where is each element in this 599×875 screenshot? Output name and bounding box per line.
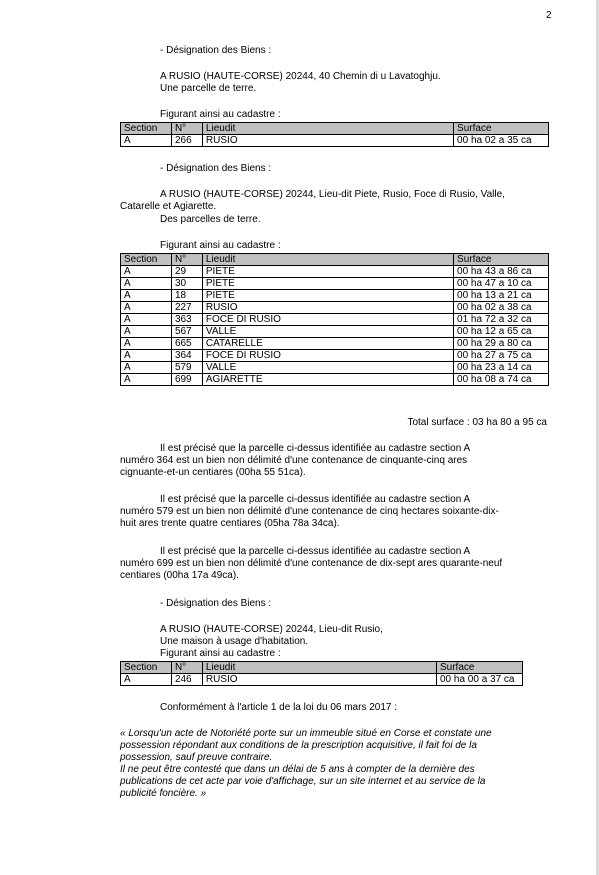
table-row: [121, 135, 549, 147]
cell-section: A: [121, 338, 172, 350]
cell-numero: 699: [171, 374, 202, 386]
designation-heading-2: - Désignation des Biens :: [160, 163, 272, 174]
table-row: [121, 290, 549, 302]
cell-surface: 00 ha 08 a 74 ca: [454, 374, 549, 386]
table-header-row: [121, 662, 523, 674]
cell-section: A: [121, 326, 172, 338]
cell-surface: 00 ha 23 a 14 ca: [454, 362, 549, 374]
cell-surface: 00 ha 43 a 86 ca: [454, 266, 549, 278]
header-numero: N°: [171, 662, 202, 674]
header-lieudit: Lieudit: [202, 254, 453, 266]
header-section: Section: [121, 123, 172, 135]
cell-lieudit: FOCE DI RUSIO: [202, 350, 453, 362]
cell-numero: 18: [171, 290, 202, 302]
header-surface: Surface: [454, 123, 549, 135]
cadastre-table-3: [120, 661, 523, 686]
header-section: Section: [121, 254, 172, 266]
cell-section: A: [121, 135, 172, 147]
description-2: Des parcelles de terre.: [160, 214, 261, 225]
table-header-row: [121, 123, 549, 135]
cell-section: A: [121, 314, 172, 326]
cell-numero: 30: [171, 278, 202, 290]
cell-lieudit: VALLE: [202, 326, 453, 338]
table-row: [121, 338, 549, 350]
cell-lieudit: PIETE: [202, 266, 453, 278]
cell-lieudit: AGIARETTE: [202, 374, 453, 386]
conformement-line: Conformément à l'article 1 de la loi du 06 mars 2017 :: [160, 702, 398, 713]
cell-numero: 246: [171, 674, 202, 686]
header-surface: Surface: [436, 662, 522, 674]
cell-section: A: [121, 674, 172, 686]
cell-section: A: [121, 278, 172, 290]
cell-numero: 567: [171, 326, 202, 338]
note-parcel-364: Il est précisé que la parcelle ci-dessus identifiée au cadastre section A numéro 364 est un bien non délimité d'une contenance de cinquante-cinq ares cignuante-et-un centiares (00ha 55 51ca).: [120, 443, 471, 478]
header-lieudit: Lieudit: [202, 123, 453, 135]
cell-numero: 29: [171, 266, 202, 278]
address-2-line2: Catarelle et Agiarette.: [120, 201, 217, 212]
cell-lieudit: RUSIO: [202, 674, 436, 686]
cell-numero: 363: [171, 314, 202, 326]
cell-lieudit: VALLE: [202, 362, 453, 374]
cell-numero: 227: [171, 302, 202, 314]
cell-section: A: [121, 302, 172, 314]
cell-surface: 00 ha 00 a 37 ca: [436, 674, 522, 686]
header-lieudit: Lieudit: [202, 662, 436, 674]
note-parcel-579: Il est précisé que la parcelle ci-dessus identifiée au cadastre section A numéro 579 est un bien non délimité d'une contenance de cinq hectares soixante-dix- huit ares trente quatre centiares (05ha 78a 34ca).: [120, 494, 499, 529]
cell-section: A: [121, 290, 172, 302]
header-numero: N°: [171, 254, 202, 266]
cell-surface: 00 ha 13 a 21 ca: [454, 290, 549, 302]
cell-lieudit: RUSIO: [202, 135, 453, 147]
cell-lieudit: FOCE DI RUSIO: [202, 314, 453, 326]
header-numero: N°: [171, 123, 202, 135]
table-row: [121, 278, 549, 290]
table-row: [121, 674, 523, 686]
legal-quote: « Lorsqu'un acte de Notoriété porte sur un immeuble situé en Corse et constate une possession répondant aux conditions de la prescription acquisitive, il fait foi de la possession, sauf preuve contraire. Il ne peut être contesté que dans un délai de 5 ans à compter de la dernière des publications de cet acte par voie d'affichage, sur un site internet et au service de la publicité foncière. »: [120, 728, 492, 799]
cell-surface: 00 ha 29 a 80 ca: [454, 338, 549, 350]
page-number: 2: [546, 10, 552, 21]
address-1: A RUSIO (HAUTE-CORSE) 20244, 40 Chemin di u Lavatoghju.: [160, 71, 441, 82]
header-section: Section: [121, 662, 172, 674]
cell-surface: 01 ha 72 a 32 ca: [454, 314, 549, 326]
table-row: [121, 362, 549, 374]
cadastre-table-2: [120, 253, 549, 386]
table-row: [121, 374, 549, 386]
table-row: [121, 326, 549, 338]
cadastre-table-1: [120, 122, 549, 147]
cell-lieudit: PIETE: [202, 278, 453, 290]
address-3: A RUSIO (HAUTE-CORSE) 20244, Lieu-dit Rusio,: [160, 624, 383, 635]
cell-numero: 579: [171, 362, 202, 374]
cell-surface: 00 ha 12 a 65 ca: [454, 326, 549, 338]
cell-numero: 665: [171, 338, 202, 350]
designation-heading-3: - Désignation des Biens :: [160, 598, 272, 609]
note-parcel-699: Il est précisé que la parcelle ci-dessus identifiée au cadastre section A numéro 699 est un bien non délimité d'une contenance de dix-sept ares quarante-neuf centiares (00ha 17a 49ca).: [120, 546, 503, 581]
cell-lieudit: PIETE: [202, 290, 453, 302]
cell-surface: 00 ha 47 a 10 ca: [454, 278, 549, 290]
table-row: [121, 302, 549, 314]
cell-lieudit: RUSIO: [202, 302, 453, 314]
cell-surface: 00 ha 02 a 35 ca: [454, 135, 549, 147]
description-3: Une maison à usage d'habitation.: [160, 636, 309, 647]
cell-section: A: [121, 350, 172, 362]
header-surface: Surface: [454, 254, 549, 266]
table-row: [121, 350, 549, 362]
cell-section: A: [121, 374, 172, 386]
cadastre-intro-3: Figurant ainsi au cadastre :: [160, 648, 281, 659]
cell-lieudit: CATARELLE: [202, 338, 453, 350]
description-1: Une parcelle de terre.: [160, 83, 257, 94]
cell-section: A: [121, 362, 172, 374]
total-surface: Total surface : 03 ha 80 a 95 ca: [407, 417, 547, 428]
table-row: [121, 266, 549, 278]
cell-numero: 266: [171, 135, 202, 147]
table-header-row: [121, 254, 549, 266]
cell-surface: 00 ha 27 a 75 ca: [454, 350, 549, 362]
cadastre-intro-1: Figurant ainsi au cadastre :: [160, 109, 281, 120]
address-2-line1: A RUSIO (HAUTE-CORSE) 20244, Lieu-dit Piete, Rusio, Foce di Rusio, Valle,: [160, 189, 505, 200]
table-row: [121, 314, 549, 326]
cadastre-intro-2: Figurant ainsi au cadastre :: [160, 240, 281, 251]
cell-numero: 364: [171, 350, 202, 362]
designation-heading-1: - Désignation des Biens :: [160, 45, 272, 56]
cell-section: A: [121, 266, 172, 278]
cell-surface: 00 ha 02 a 38 ca: [454, 302, 549, 314]
